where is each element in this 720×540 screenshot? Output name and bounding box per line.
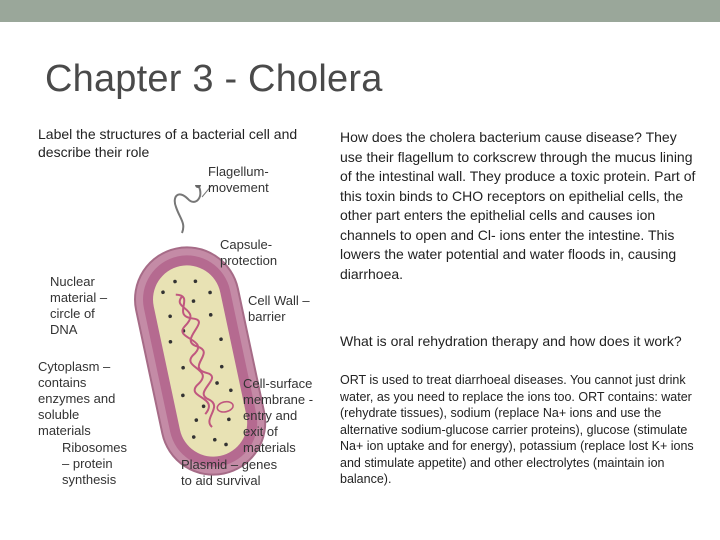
- left-question: Label the structures of a bacterial cell and describe their role: [38, 126, 298, 160]
- label-plasmid: Plasmid – genes to aid survival: [181, 457, 278, 488]
- q2-question: What is oral rehydration therapy and how does it work?: [340, 333, 682, 349]
- label-cell-wall: Cell Wall – barrier: [248, 293, 310, 324]
- label-flagellum: Flagellum- movement: [208, 164, 269, 195]
- top-accent-bar: [0, 0, 720, 22]
- label-cytoplasm: Cytoplasm – contains enzymes and soluble materials: [38, 359, 116, 438]
- label-ribosomes: Ribosomes – protein synthesis: [62, 440, 128, 487]
- label-cell-surface-membrane: Cell-surface membrane - entry and exit of materials: [243, 376, 314, 455]
- flagellum: [175, 185, 201, 233]
- slide-title: Chapter 3 - Cholera: [45, 58, 383, 100]
- q2-answer: ORT is used to treat diarrhoeal diseases. You cannot just drink water, as you need to replace the ions too. ORT contains: water (rehydrate tissues), sodium (replace Na+ ions and use the alternative sodium-glucose carrier proteins), glucose (stimulate Na+ ion uptake and for energy), potassium (replace lost K+ ions and stimulate appetite) and other electrolytes (maintain ion balance).: [340, 373, 694, 486]
- q1-answer: How does the cholera bacterium cause disease? They use their flagellum to corkscrew through the mucus lining of the intestinal wall. They produce a toxic protein. Part of this toxin binds to CHO receptors on epithelial cells, the other part enters the epithelial cells and causes ion channels to open and Cl- ions enter the intestine. This lowers the water potential and water floods in, causing diarrhoea.: [340, 129, 696, 282]
- label-nuclear-material: Nuclear material – circle of DNA: [50, 274, 108, 337]
- label-capsule: Capsule- protection: [220, 237, 278, 268]
